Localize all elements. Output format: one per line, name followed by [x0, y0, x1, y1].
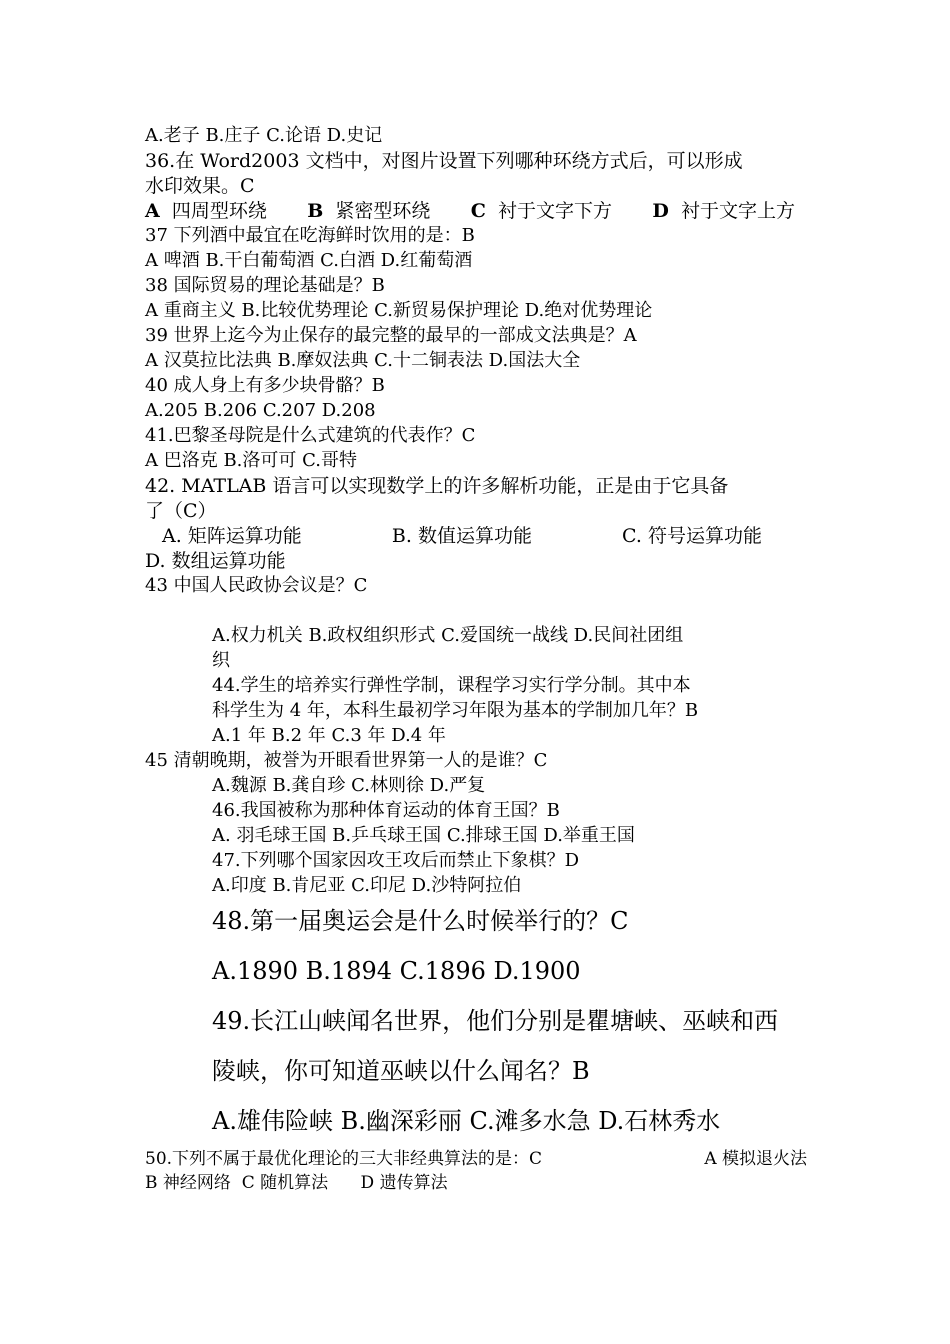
answer-options-47: A.印度 B.肯尼亚 C.印尼 D.沙特阿拉伯: [212, 875, 522, 896]
question-39: 39 世界上迄今为止保存的最完整的最早的一部成文法典是？A: [145, 325, 637, 346]
answer-options-38: A 重商主义 B.比较优势理论 C.新贸易保护理论 D.绝对优势理论: [145, 300, 653, 321]
question-42-cont: 了（C）: [145, 500, 217, 522]
question-41: 41.巴黎圣母院是什么式建筑的代表作？C: [145, 425, 476, 446]
question-37: 37 下列酒中最宜在吃海鲜时饮用的是：B: [145, 225, 475, 246]
answer-options-44: A.1 年 B.2 年 C.3 年 D.4 年: [212, 725, 446, 746]
option-text: 衬于文字上方: [680, 200, 795, 222]
option-label: A: [145, 200, 160, 222]
option-c: C. 符号运算功能: [622, 525, 762, 547]
option-label: B: [307, 200, 324, 222]
question-36-cont: 水印效果。C: [145, 175, 255, 197]
answer-options-40: A.205 B.206 C.207 D.208: [145, 400, 376, 421]
question-46: 46.我国被称为那种体育运动的体育王国？B: [212, 800, 560, 821]
question-50-text: 50.下列不属于最优化理论的三大非经典算法的是：C: [145, 1149, 543, 1169]
question-36: 36.在 Word2003 文档中，对图片设置下列哪种环绕方式后，可以形成: [145, 150, 743, 172]
answer-options-41: A 巴洛克 B.洛可可 C.哥特: [145, 450, 357, 471]
option-b: B. 数值运算功能: [391, 525, 532, 547]
answer-options-46: A. 羽毛球王国 B.乒乓球王国 C.排球王国 D.举重王国: [212, 825, 635, 846]
answer-options-50: B 神经网络 C 随机算法 D 遗传算法: [145, 1173, 448, 1193]
question-44: 44.学生的培养实行弹性学制，课程学习实行学分制。其中本: [212, 675, 691, 696]
question-44-cont: 科学生为 4 年，本科生最初学习年限为基本的学制加几年？B: [212, 700, 699, 721]
option-text: 衬于文字下方: [498, 200, 613, 222]
option-label: D: [652, 200, 669, 222]
question-38: 38 国际贸易的理论基础是？B: [145, 275, 385, 296]
answer-options-35: A.老子 B.庄子 C.论语 D.史记: [145, 125, 383, 146]
answer-options-49: A.雄伟险峡 B.幽深彩丽 C.滩多水急 D.石林秀水: [212, 1107, 721, 1135]
option-a: A. 矩阵运算功能: [162, 525, 302, 547]
question-45: 45 清朝晚期，被誉为开眼看世界第一人的是谁？C: [145, 750, 548, 771]
question-49-cont: 陵峡，你可知道巫峡以什么闻名？B: [212, 1057, 590, 1085]
answer-options-37: A 啤酒 B.干白葡萄酒 C.白酒 D.红葡萄酒: [145, 250, 473, 271]
answer-options-48: A.1890 B.1894 C.1896 D.1900: [212, 957, 581, 985]
answer-options-42-d: D. 数组运算功能: [145, 550, 286, 572]
answer-options-39: A 汉莫拉比法典 B.摩奴法典 C.十二铜表法 D.国法大全: [145, 350, 581, 371]
option-text: 四周型环绕: [171, 200, 267, 222]
question-50: [145, 1147, 807, 1171]
question-47: 47.下列哪个国家因攻王攻后而禁止下象棋？D: [212, 850, 580, 871]
answer-options-43-cont: 织: [212, 650, 230, 671]
answer-options-42: [162, 524, 762, 548]
question-43: 43 中国人民政协会议是？C: [145, 575, 368, 596]
question-49: 49.长江山峡闻名世界，他们分别是瞿塘峡、巫峡和西: [212, 1007, 779, 1035]
answer-options-36: [145, 199, 795, 223]
question-48: 48.第一届奥运会是什么时候举行的？C: [212, 907, 629, 935]
question-42: 42. MATLAB 语言可以实现数学上的许多解析功能，正是由于它具备: [145, 475, 729, 497]
option-a: A 模拟退火法: [704, 1149, 807, 1169]
question-40: 40 成人身上有多少块骨骼？B: [145, 375, 385, 396]
option-label: C: [470, 200, 486, 222]
answer-options-43: A.权力机关 B.政权组织形式 C.爱国统一战线 D.民间社团组: [212, 625, 684, 646]
answer-options-45: A.魏源 B.龚自珍 C.林则徐 D.严复: [212, 775, 486, 796]
option-text: 紧密型环绕: [335, 200, 431, 222]
